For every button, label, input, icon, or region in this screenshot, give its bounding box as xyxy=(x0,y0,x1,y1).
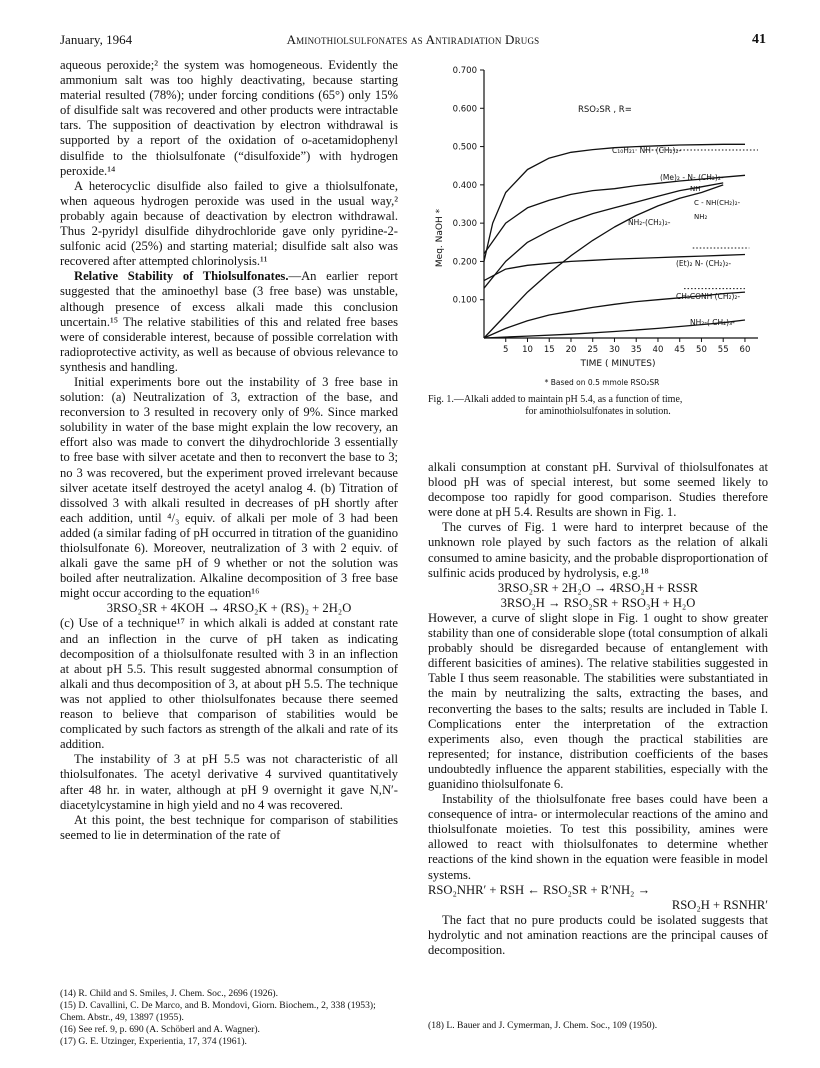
caption-line: for aminothiolsulfonates in solution. xyxy=(525,406,671,417)
header-date: January, 1964 xyxy=(60,32,133,47)
footnote: (17) G. E. Utzinger, Experientia, 17, 374 (1961). xyxy=(60,1036,247,1047)
caption-line: Fig. 1.—Alkali added to maintain pH 5.4, as a function of time, xyxy=(428,394,683,405)
paragraph: alkali consumption at constant pH. Survival of thiolsulfonates at blood pH was of special interest, but some seemed likely to decompose too rapidly for good comparison. Studies therefore were done at pH 5.4. Results are shown in Fig. 1. xyxy=(428,460,768,520)
footnote: (14) R. Child and S. Smiles, J. Chem. Soc., 2696 (1926). xyxy=(60,988,278,999)
paragraph: The curves of Fig. 1 were hard to interpret because of the unknown role played by such factors as the relation of alkali consumed to amine basicity, and the probable disproportionation of sulfinic acids produced by hydrolysis, e.g.¹⁸ xyxy=(428,520,768,580)
y-tick-label: 0.500 xyxy=(452,142,477,153)
x-tick-label: 10 xyxy=(522,345,533,355)
footnotes-right xyxy=(428,1020,768,1032)
equation: 3RSO₂H → RSO₂SR + RSO₃H + H₂O xyxy=(500,595,696,610)
y-tick-label: 0.300 xyxy=(452,219,477,230)
x-tick-label: 40 xyxy=(652,345,664,355)
footnote: (16) See ref. 9, p. 690 (A. Schöberl and A. Wagner). xyxy=(60,1024,260,1035)
label-ch3conh: CH₃CONH (CH₂)₂- xyxy=(676,292,741,301)
figure-caption xyxy=(428,394,768,418)
label-guan: C - NH(CH₂)₂- xyxy=(694,199,741,207)
figure-footnote: * Based on 0.5 mmole RSO₂SR xyxy=(544,378,660,387)
footnotes-left xyxy=(60,988,398,1048)
chart-svg xyxy=(428,58,768,398)
x-tick-label: 25 xyxy=(587,345,599,355)
paragraph-text: —An earlier report suggested that the aminoethyl base (3 free base) was unstable, although presence of excess alkali made this conclusion uncertain.¹⁵ The relative stabilities of this and related free bases were of considerable interest, because of possible correlation with radioprotective activity, as well as because of obvious relevance to synthesis and handling. xyxy=(60,269,398,374)
x-tick-label: 60 xyxy=(739,345,751,355)
header-title: Aminothiolsulfonates as Antiradiation Drugs xyxy=(286,32,540,47)
paragraph: A heterocyclic disulfide also failed to give a thiolsulfonate, when aqueous hydrogen peroxide was used in the usual way,² probably again because of deactivation by electron withdrawal. Thus 2-pyridyl disulfide dihydrochloride gave only pyridine-2-sulfonic acid (25%) and starting material; disulfide salt also was recovered after attempted chlorinolysis.¹¹ xyxy=(60,178,398,269)
running-header xyxy=(60,32,766,52)
paragraph: The instability of 3 at pH 5.5 was not characteristic of all thiolsulfonates. The acetyl derivative 4 survived quantitatively after 48 hr. in water, although at pH 9 overnight it gave N,N′-diacetylcystamine in high yield and no 4 was recovered. xyxy=(60,752,398,812)
x-axis-label: TIME ( MINUTES) xyxy=(580,359,656,369)
x-tick-label: 30 xyxy=(609,345,620,355)
x-tick-label: 20 xyxy=(565,345,577,355)
x-tick-label: 50 xyxy=(696,345,707,355)
y-tick-label: 0.600 xyxy=(452,104,477,115)
footnote: (15) D. Cavallini, C. De Marco, and B. Mondovi, Giorn. Biochem., 2, 338 (1953); Chem. Abstr., 49, 13897 (1955). xyxy=(60,1000,376,1023)
figure-1 xyxy=(428,58,768,430)
label-guan-nh2: NH₂ xyxy=(694,213,708,221)
x-tick-label: 35 xyxy=(630,345,642,355)
x-tick-label: 45 xyxy=(674,345,686,355)
paragraph: However, a curve of slight slope in Fig. 1 ought to show greater stability than one of considerable slope (total consumption of alkali probably should be disregarded because of entanglement with different basicities of amines). The relative stabilities suggested in Table I thus seem reasonable. The stabilities were substantiated in the main by neutralizing the salts, extracting the bases, and reconverting the bases to the salts; results are included in Table I. Complications enter the interpretation of the extraction experiments also, even though the practical stabilities are represented; for instance, distribution coefficients of the bases undoubtedly influence the apparent stabilities, especially with the guanidino thiolsulfonate 6. xyxy=(428,610,768,791)
y-axis-label: Meq. NaOH * xyxy=(435,208,445,268)
label-guan-nh: NH xyxy=(690,185,701,193)
paragraph: Instability of the thiolsulfonate free bases could have been a consequence of intra- or intermolecular reactions of the amino and thiolsulfonate moieties. To test this possibility, amines were allowed to react with thiolsulfonates to determine whether reactions of the kind shown in the equation were feasible in model systems. xyxy=(428,792,768,882)
paragraph: At this point, the best technique for comparison of stabilities seemed to lie in determination of the rate of xyxy=(60,812,398,842)
label-c10: C₁₀H₂₁· NH· (CH₂)₂- xyxy=(612,146,682,155)
x-tick-label: 55 xyxy=(717,345,729,355)
label-nh2ch2: NH₂-(CH₂)₂- xyxy=(628,218,671,227)
paragraph: aqueous peroxide;² the system was homogeneous. Evidently the ammonium salt was too highly deactivating, because starting material resulted (78%); under forcing conditions (65°) only 15% of disulfide salt was recovered and other products were intractable tars. The supposition of deactivation by electron withdrawal is supported by a report of the oxidation of o-acetamidophenyl disulfide to the thiolsulfonate (“disulfoxide”) with hydrogen peroxide.¹⁴ xyxy=(60,58,398,178)
paragraph: (c) Use of a technique¹⁷ in which alkali is added at constant rate and an inflection in the curve of pH taken as indicating decomposition of a thiolsulfonate resulted with 3 in an inflection at about pH 5.5. This result suggested abnormal consumption of alkali and thus decomposition of 3, at about pH 5.5. The technique was not applied to other thiolsulfonates because there seemed reason to believe that comparison of stabilities would be complicated by such factors as strength of the alkali and rate of its addition. xyxy=(60,616,398,752)
paragraph xyxy=(60,269,398,375)
label-me2: (Me)₂ - N- (CH₂)₂- xyxy=(660,173,724,182)
x-tick-label: 15 xyxy=(543,345,555,355)
y-tick-label: 0.700 xyxy=(452,66,477,76)
paragraph: The fact that no pure products could be isolated suggests that hydrolytic and not amination reactions are the principal causes of decomposition. xyxy=(428,912,768,957)
legend-title: RSO₂SR , R= xyxy=(578,105,632,115)
x-tick-label: 5 xyxy=(503,345,509,355)
equation: RSO₂H + RSNHR′ xyxy=(671,897,768,912)
section-heading: Relative Stability of Thiolsulfonates. xyxy=(74,269,289,284)
equation: 3RSO₂SR + 4KOH → 4RSO₂K + (RS)₂ + 2H₂O xyxy=(106,601,352,616)
right-column xyxy=(428,460,768,958)
footnote: (18) L. Bauer and J. Cymerman, J. Chem. Soc., 109 (1950). xyxy=(428,1020,658,1031)
y-tick-label: 0.200 xyxy=(452,257,477,268)
series-line-3 xyxy=(484,183,723,288)
paragraph: Initial experiments bore out the instability of 3 free base in solution: (a) Neutralization of 3, extraction of the base, and reconversion to 3 resulted in recovery only of 9%. Since marked solubility in water of the base might explain the low recovery, an effort also was made to convert the dihydrochloride 3 essentially to free base with silver acetate and then to reconvert the base to 3; no 3 was recovered, but the experiment proved irrelevant because silver acetate itself destroyed the acetyl analog 4. (b) Titration of dissolved 3 with alkali resulted in decreases of pH shortly after each addition, until ⁴/₃ equiv. of alkali per mole of 3 had been added (a similar fading of pH occurred in titration of the guanidino thiolsulfonate 6). Moreover, neutralization of 3 with 2 equiv. of alkali gave the same pH of 9 whether or not the solution was boiled after neutralization. Alkaline decomposition of 3 free base might occur according to the equation¹⁶ xyxy=(60,374,398,601)
left-column xyxy=(60,58,398,843)
equation: RSO₂NHR′ + RSH ← RSO₂SR + R′NH₂ → xyxy=(428,882,651,897)
equation: 3RSO₂SR + 2H₂O → 4RSO₂H + RSSR xyxy=(497,580,699,595)
page-number: 41 xyxy=(752,32,766,47)
label-et2: (Et)₂ N- (CH₂)₂- xyxy=(676,259,732,268)
y-tick-label: 0.100 xyxy=(452,295,477,306)
y-tick-label: 0.400 xyxy=(452,180,477,191)
label-nh2ch23: NH₂-( CH₂)₃- xyxy=(690,318,735,327)
